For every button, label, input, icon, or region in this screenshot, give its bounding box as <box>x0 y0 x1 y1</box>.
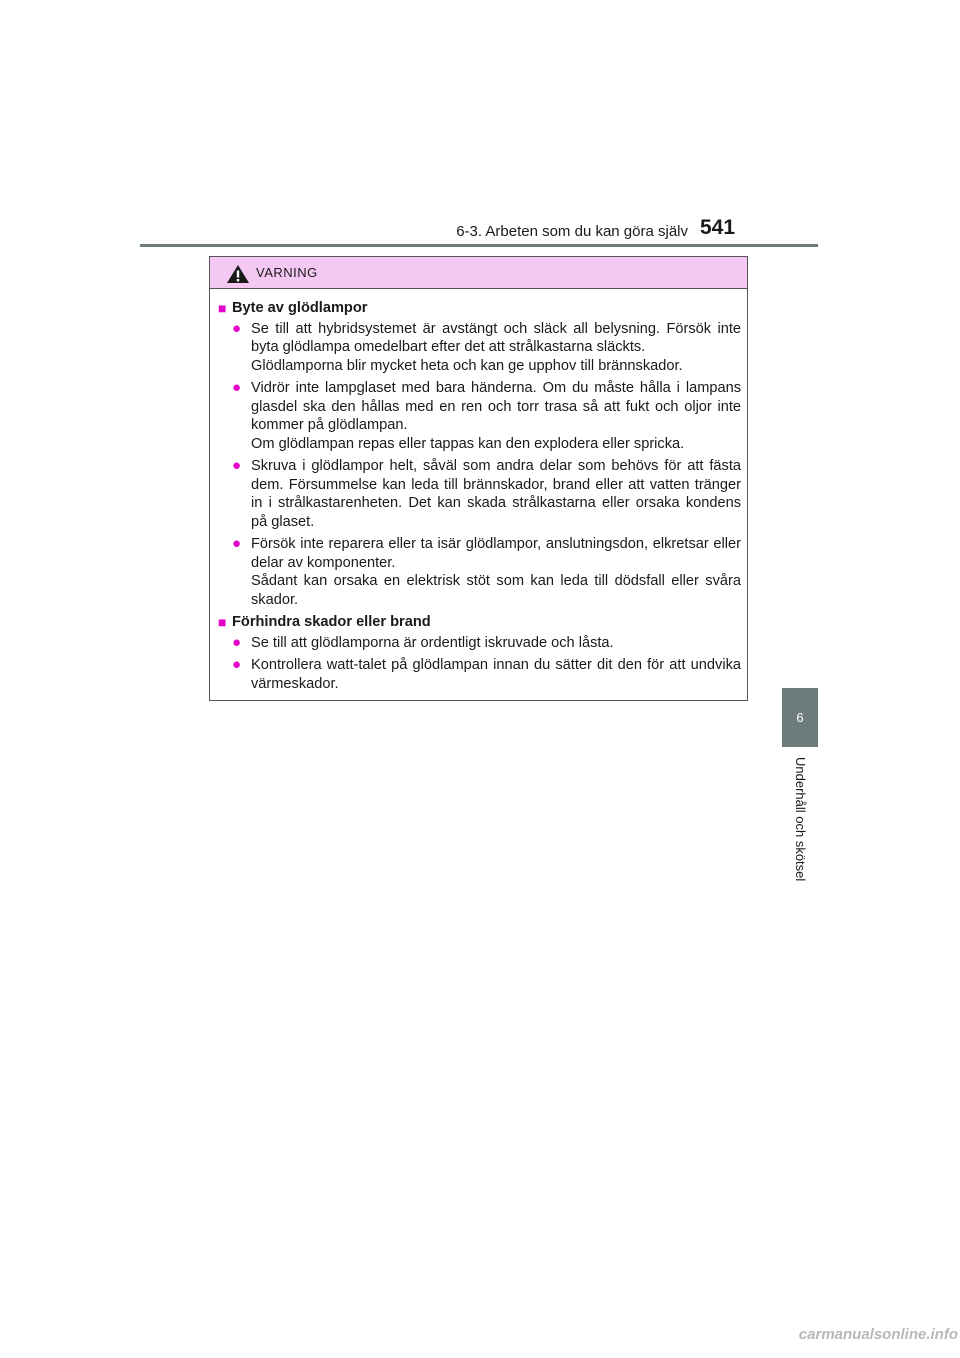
round-bullet-icon: ● <box>232 319 242 337</box>
warning-header <box>210 257 747 289</box>
round-bullet-icon: ● <box>232 535 242 552</box>
warning-body <box>210 289 747 693</box>
list-item <box>232 535 741 609</box>
watermark: carmanualsonline.info <box>798 1326 958 1343</box>
square-bullet-icon: ■ <box>218 300 227 316</box>
warning-box <box>209 256 748 701</box>
chapter-title: Underhåll och skötsel <box>793 757 808 882</box>
section-heading <box>218 613 741 632</box>
item-paragraph: Försök inte reparera eller ta isär glödlampor, anslutningsdon, elkretsar eller delar av komponenter. <box>251 536 741 571</box>
header-rule <box>140 244 818 247</box>
list-item <box>232 634 741 653</box>
item-paragraph: Se till att hybridsystemet är avstängt och släck all belysning. Försök inte byta glödlampa omedelbart efter det att strålkastarna släckts. <box>251 320 741 355</box>
chapter-number: 6 <box>796 710 804 725</box>
square-bullet-icon: ■ <box>218 614 227 630</box>
section-heading-text: Förhindra skador eller brand <box>232 614 431 630</box>
round-bullet-icon: ● <box>232 656 242 673</box>
list-item <box>232 320 741 376</box>
list-item <box>232 379 741 453</box>
item-paragraph: Se till att glödlamporna är ordentligt iskruvade och låsta. <box>251 634 614 651</box>
round-bullet-icon: ● <box>232 379 242 396</box>
item-paragraph: Vidrör inte lampglaset med bara händerna. Om du måste hålla i lampans glasdel ska den hållas med en ren och torr trasa så att fukt och oljor inte kommer på glödlampan. <box>251 380 741 433</box>
item-paragraph: Om glödlampan repas eller tappas kan den explodera eller spricka. <box>251 435 685 452</box>
list-item <box>232 457 741 531</box>
item-paragraph: Skruva i glödlampor helt, såväl som andra delar som behövs för att fästa dem. Försummelse kan leda till brännskador, brand eller att vatten tränger in i strålkastarenheten. Det kan skada strålkastarna eller orsaka kondens på glaset. <box>251 458 741 530</box>
item-paragraph: Sådant kan orsaka en elektrisk stöt som kan leda till dödsfall eller svåra skador. <box>251 573 741 608</box>
warning-triangle-icon <box>226 264 250 284</box>
section-heading <box>218 299 741 318</box>
round-bullet-icon: ● <box>232 633 242 651</box>
item-paragraph: Kontrollera watt-talet på glödlampan innan du sätter dit den för att undvika värmeskador. <box>251 657 741 692</box>
warning-label: VARNING <box>256 265 318 280</box>
header-section-title: 6-3. Arbeten som du kan göra själv <box>456 223 688 240</box>
chapter-tab <box>782 688 818 747</box>
list-item <box>232 656 741 693</box>
item-paragraph: Glödlamporna blir mycket heta och kan ge upphov till brännskador. <box>251 357 683 374</box>
section-heading-text: Byte av glödlampor <box>232 300 368 316</box>
round-bullet-icon: ● <box>232 457 242 474</box>
page-number: 541 <box>700 216 736 239</box>
